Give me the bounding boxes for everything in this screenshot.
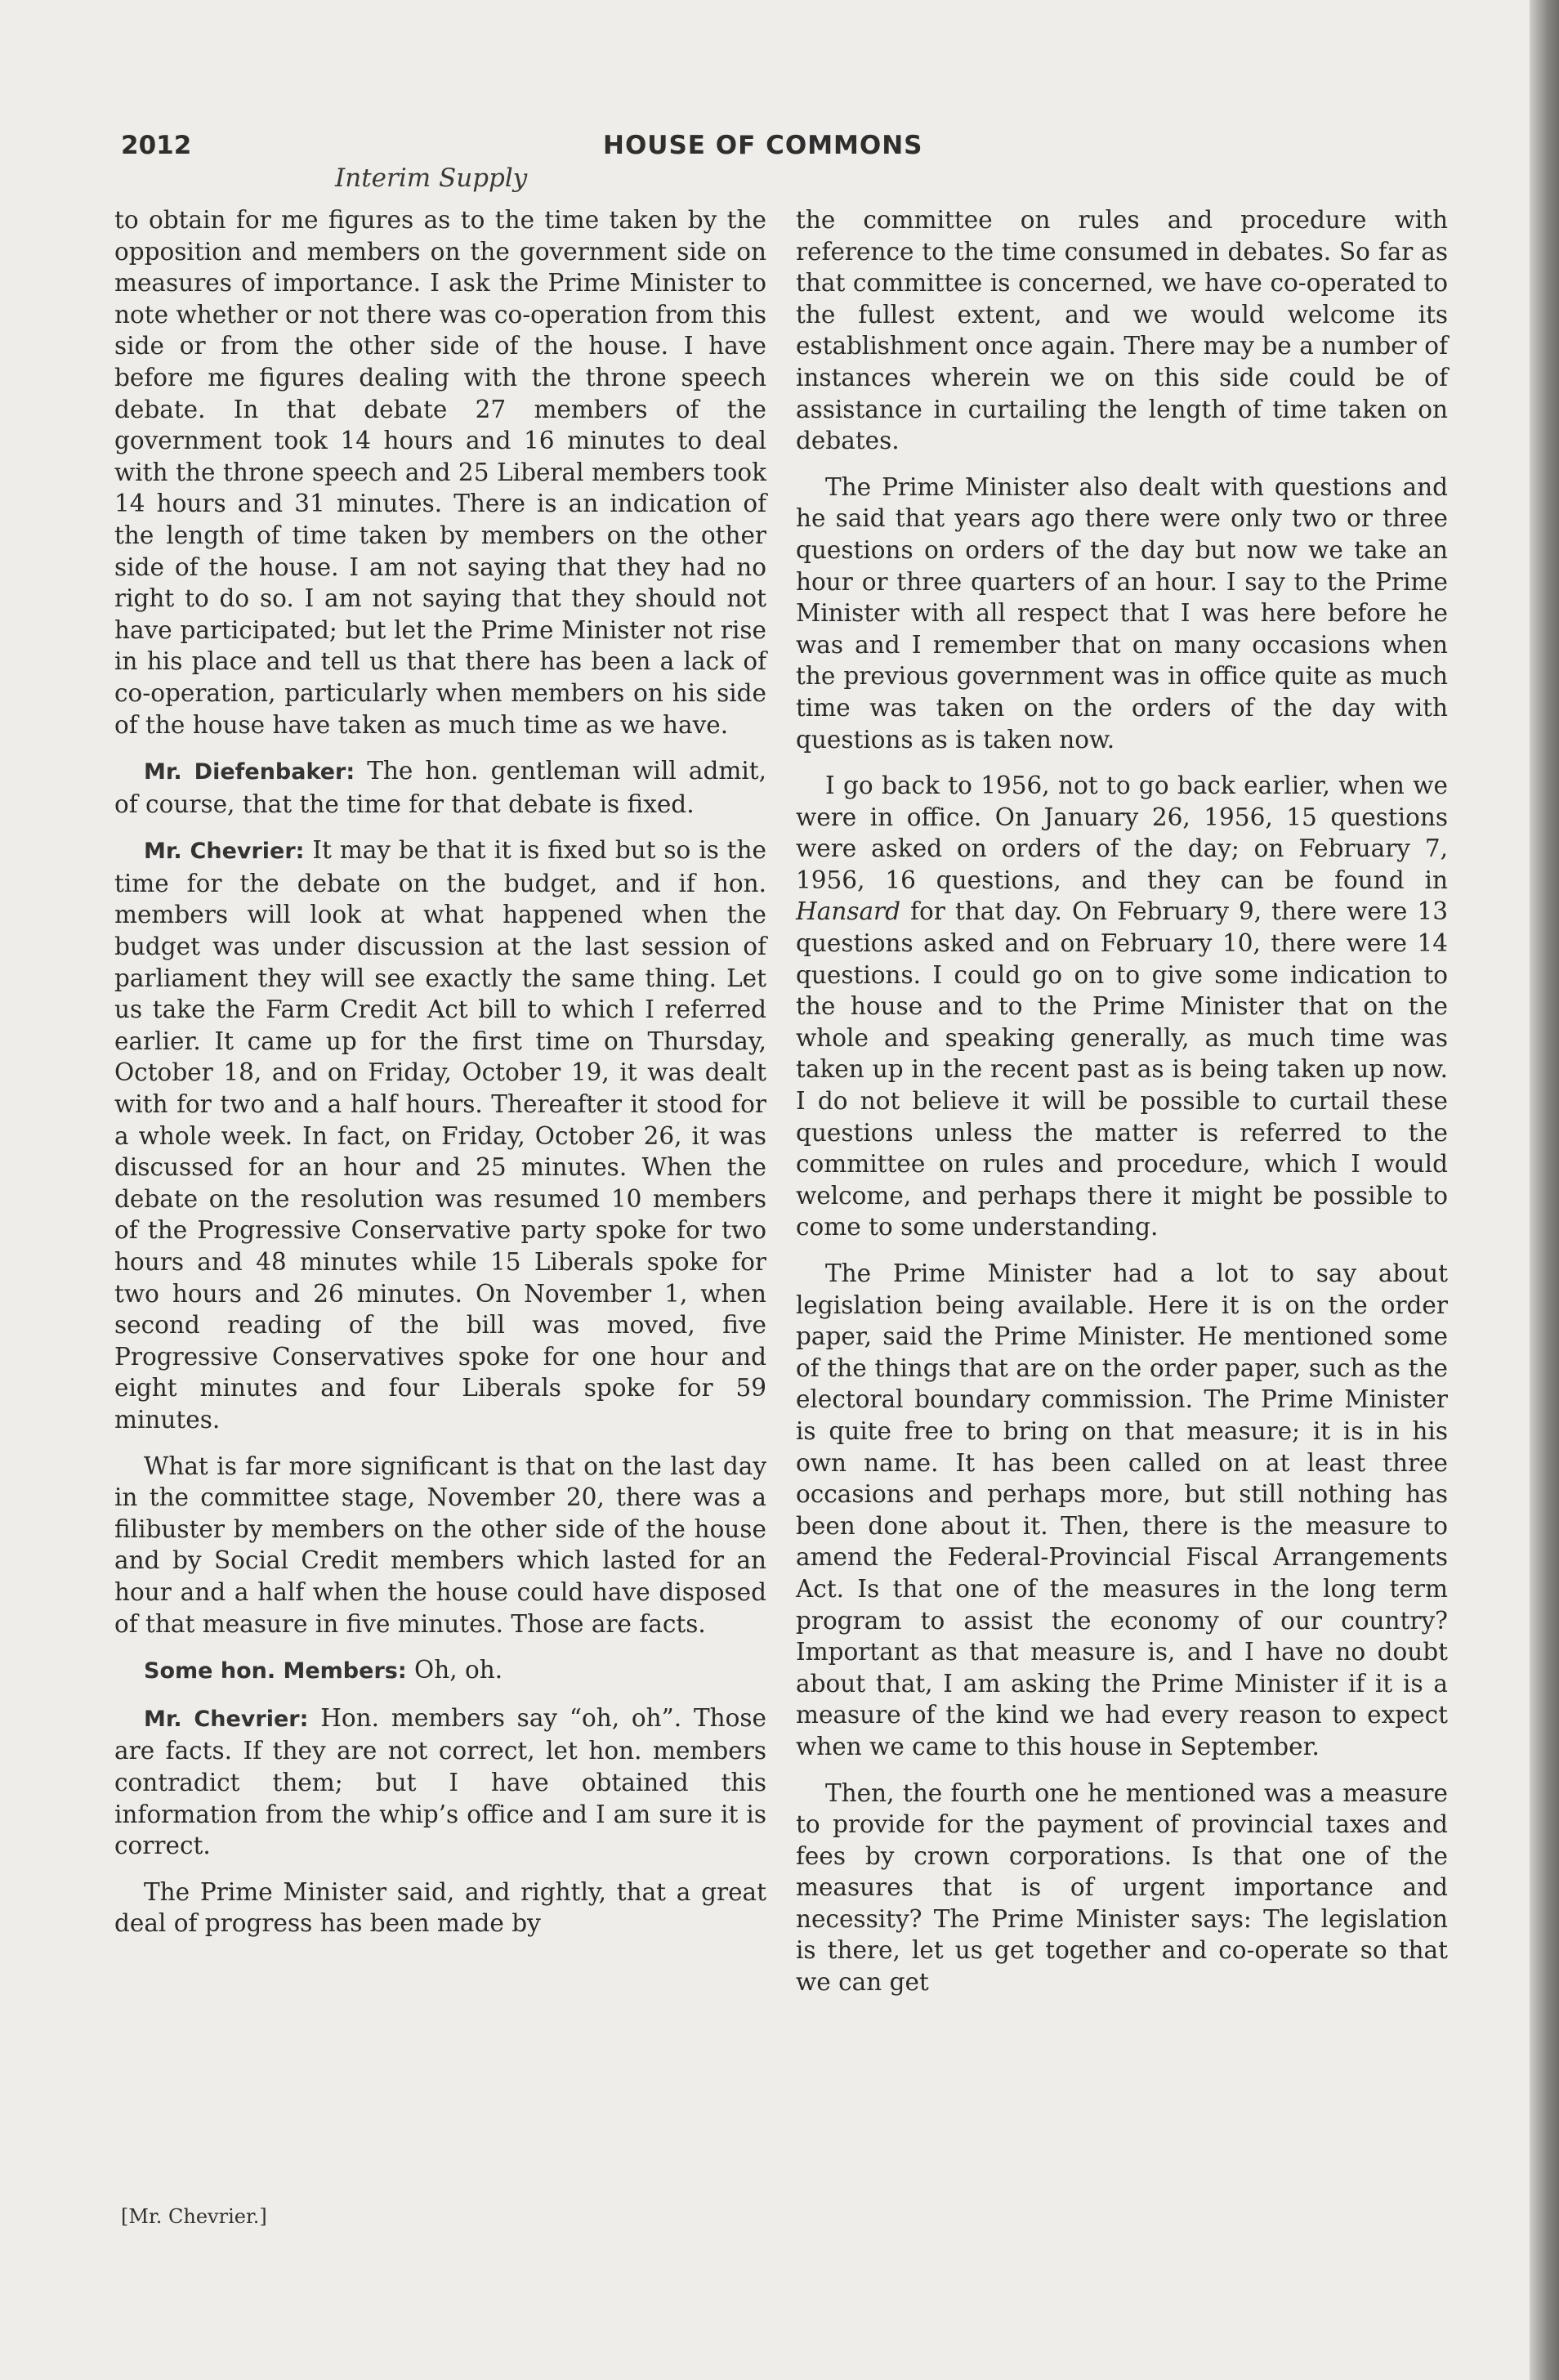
paragraph: Then, the fourth one he mentioned was a measure to provide for the payment of provincial taxes and fees by crown corporations. Is that one of the measures that is of urgent importance and necessity? The Prime Minister says: The legislation is there, let us get together and co-operate so that we can get xyxy=(796,1778,1448,1997)
paragraph: to obtain for me figures as to the time taken by the opposition and members on the government side on measures of importance. I ask the Prime Minister to note whether or not there was co-operation from this side or from the other side of the house. I have before me figures dealing with the throne speech debate. In that debate 27 members of the government took 14 hours and 16 minutes to deal with the throne speech and 25 Liberal members took 14 hours and 31 minutes. There is an indication of the length of time taken by members on the other side of the house. I am not saying that they had no right to do so. I am not saying that they should not have participated; but let the Prime Minister not rise in his place and tell us that there has been a lack of co-operation, particularly when members on his side of the house have taken as much time as we have. xyxy=(114,206,766,739)
paragraph: The Prime Minister had a lot to say about legislation being available. Here it is on the order paper, said the Prime Minister. He mentioned some of the things that are on the order paper, such as the electoral boundary commission. The Prime Minister is quite free to bring on that measure; it is in his own name. It has been called on at least three occasions and perhaps more, but still nothing has been done about it. Then, there is the measure to amend the Federal-Provincial Fiscal Arrangements Act. Is that one of the measures in the long term program to assist the economy of our country? Important as that measure is, and I have no doubt about that, I am asking the Prime Minister if it is a measure of the kind we had every reason to expect when we came to this house in September. xyxy=(796,1259,1448,1760)
running-head-title: HOUSE OF COMMONS xyxy=(603,131,923,160)
paragraph xyxy=(114,834,766,1435)
page-edge-shadow xyxy=(1530,0,1559,2380)
speech-text: I go back to 1956, not to go back earlier, when we were in office. On January 26, 1956, 15 questions were asked on orders of the day; on February 7, 1956, 16 questions, and they can be found in xyxy=(796,772,1448,894)
section-title: Interim Supply xyxy=(335,163,528,193)
speech-text: Hon. members say “oh, oh”. Those are facts. If they are not correct, let hon. members contradict them; but I have obtained this information from the whip’s office and I am sure it is correct. xyxy=(114,1703,766,1860)
paragraph xyxy=(796,770,1448,1243)
footer-speaker-note: [Mr. Chevrier.] xyxy=(121,2205,267,2228)
speech-text: Oh, oh. xyxy=(406,1656,503,1684)
paragraph: the committee on rules and procedure with reference to the time consumed in debates. So far as that committee is concerned, we have co-operated to the fullest extent, and we would welcome its establishment once again. There may be a number of instances wherein we on this side could be of assistance in curtailing the length of time taken on debates. xyxy=(796,206,1448,455)
right-column xyxy=(796,204,1448,2013)
speaker-name: Mr. Chevrier: xyxy=(144,1706,309,1732)
hansard-reference: Hansard xyxy=(796,897,901,926)
speaker-name: Mr. Diefenbaker: xyxy=(144,759,355,785)
speech-text: The hon. gentleman will admit, of course, that the time for that debate is fixed. xyxy=(114,757,766,818)
page-header xyxy=(121,131,954,172)
paragraph xyxy=(114,755,766,820)
page-number: 2012 xyxy=(121,131,192,160)
speaker-name: Some hon. Members: xyxy=(144,1658,407,1684)
paragraph: What is far more significant is that on the last day in the committee stage, November 20, there was a filibuster by members on the other side of the house and by Social Credit members which lasted for an hour and a half when the house could have disposed of that measure in five minutes. Those are facts. xyxy=(114,1452,766,1638)
speaker-name: Mr. Chevrier: xyxy=(144,839,305,865)
left-column xyxy=(114,204,766,1954)
paragraph xyxy=(114,1702,766,1862)
speech-text: for that day. On February 9, there were 13 questions asked and on February 10, there were 14 questions. I could go on to give some indication to the house and to the Prime Minister that on the whole and speaking generally, as much time was taken up in the recent past as is being taken up now. I do not believe it will be possible to curtail these questions unless the matter is referred to the committee on rules and procedure, which I would welcome, and perhaps there it might be possible to come to some understanding. xyxy=(796,897,1448,1241)
paragraph: The Prime Minister also dealt with questions and he said that years ago there were only two or three questions on orders of the day but now we take an hour or three quarters of an hour. I say to the Prime Minister with all respect that I was here before he was and I remember that on many occasions when the previous government was in office quite as much time was taken on the orders of the day with questions as is taken now. xyxy=(796,472,1448,754)
paragraph xyxy=(114,1654,766,1688)
speech-text: It may be that it is fixed but so is the time for the debate on the budget, and if hon. members will look at what happened when the budget was under discussion at the last session of parliament they will see exactly the same thing. Let us take the Farm Credit Act bill to which I referred earlier. It came up for the first time on Thursday, October 18, and on Friday, October 19, it was dealt with for two and a half hours. Thereafter it stood for a whole week. In fact, on Friday, October 26, it was discussed for an hour and 25 minutes. When the debate on the resolution was resumed 10 members of the Progressive Conservative party spoke for two hours and 48 minutes while 15 Liberals spoke for two hours and 26 minutes. On November 1, when second reading of the bill was moved, five Progressive Conservatives spoke for one hour and eight minutes and four Liberals spoke for 59 minutes. xyxy=(114,836,766,1434)
paragraph: The Prime Minister said, and rightly, that a great deal of progress has been made by xyxy=(114,1877,766,1938)
